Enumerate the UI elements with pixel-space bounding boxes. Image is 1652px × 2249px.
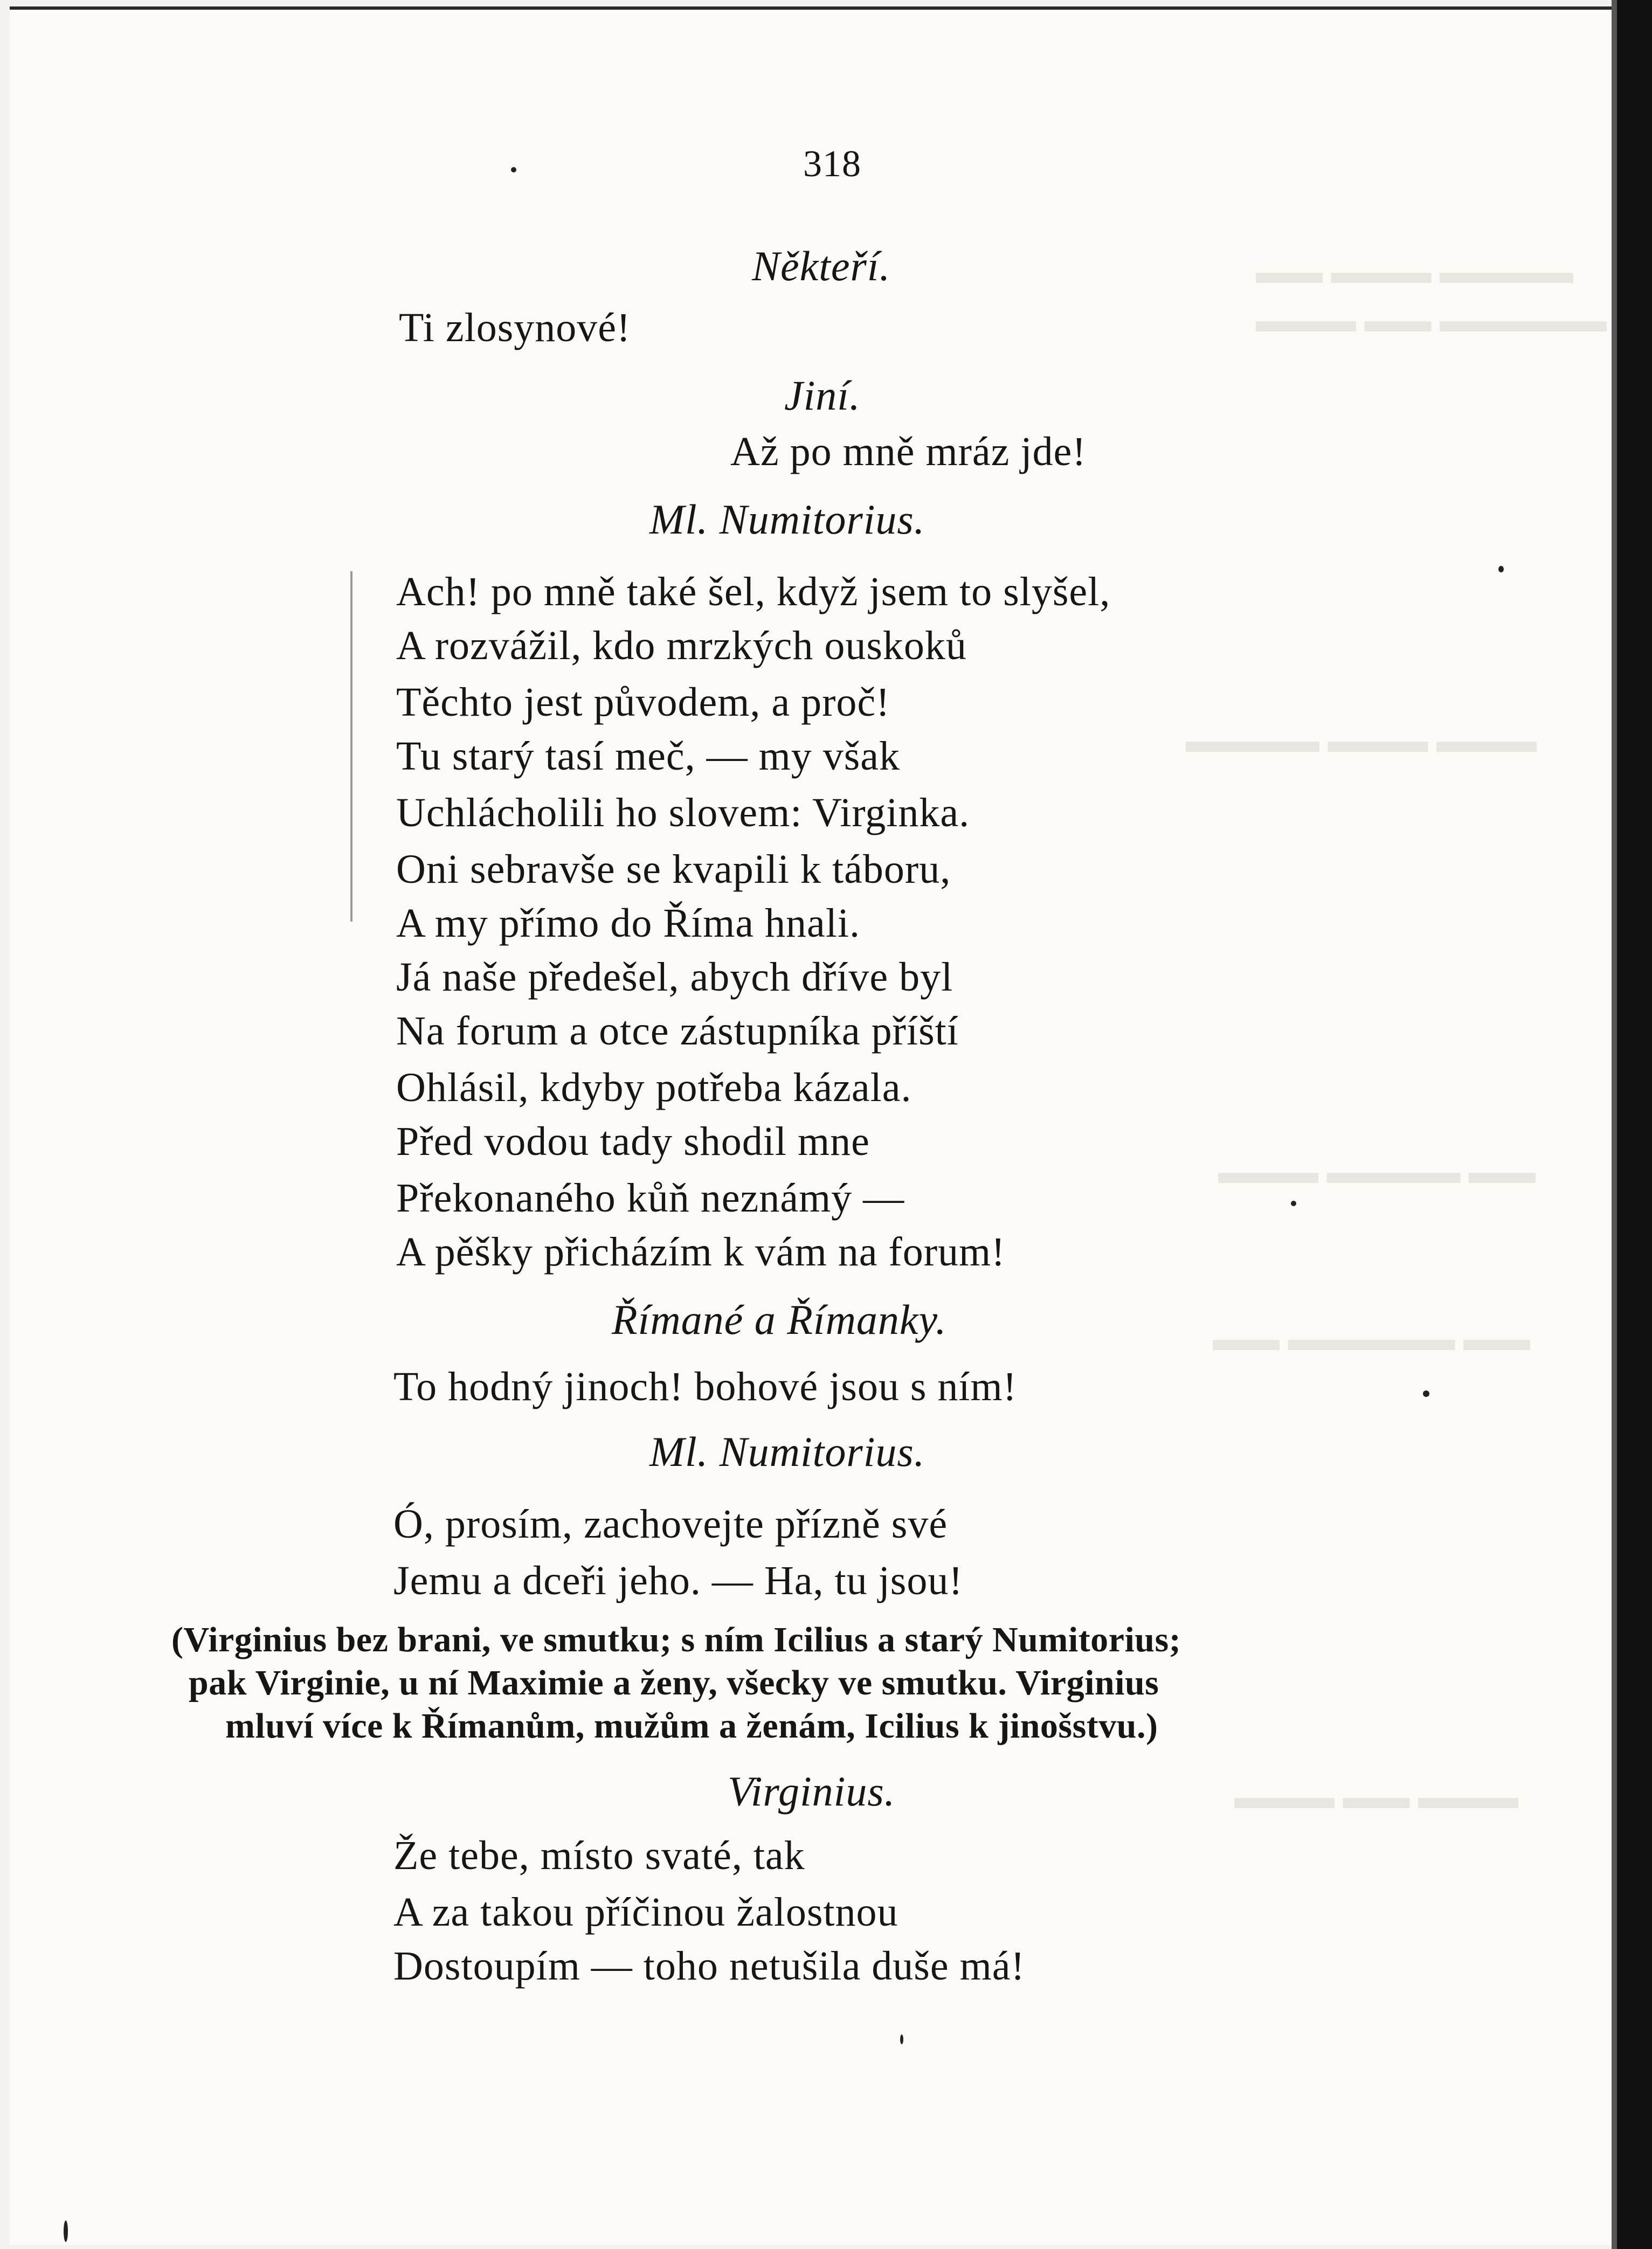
bleed-through-decoration: ▬▬▬ ▬▬ ▬▬▬ [1234, 1779, 1518, 1816]
speaker-heading: Jiní. [784, 372, 861, 419]
scan-speck [1498, 566, 1504, 572]
verse-line: Ó, prosím, zachovejte přízně své [393, 1501, 948, 1547]
verse-line: A rozvážil, kdo mrzkých ouskoků [396, 623, 967, 668]
stage-direction: pak Virginie, u ní Maximie a ženy, všecky ve smutku. Virginius [189, 1663, 1159, 1703]
bleed-through-decoration: ▬▬ ▬▬▬▬▬ ▬▬ [1213, 1321, 1530, 1358]
verse-line: To hodný jinoch! bohové jsou s ním! [393, 1364, 1017, 1409]
verse-line: Ti zlosynové! [399, 305, 631, 350]
page-number: 318 [803, 143, 861, 185]
book-edge-highlight [1612, 0, 1617, 2249]
verse-line: Těchto jest původem, a proč! [396, 680, 890, 725]
stage-direction: (Virginius bez brani, ve smutku; s ním Icilius a starý Numitorius; [171, 1620, 1181, 1659]
speaker-heading: Virginius. [728, 1768, 896, 1815]
verse-line: Před vodou tady shodil mne [396, 1119, 870, 1164]
verse-line: Ohlásil, kdyby potřeba kázala. [396, 1065, 912, 1110]
verse-line: Já naše předešel, abych dříve byl [396, 954, 953, 1000]
verse-line: Tu starý tasí meč, — my však [396, 733, 901, 779]
verse-line: A pěšky přicházím k vám na forum! [396, 1229, 1006, 1275]
scan-speck [64, 2220, 68, 2242]
verse-line: Oni sebravše se kvapili k táboru, [396, 847, 951, 892]
verse-line: Ach! po mně také šel, když jsem to slyšel, [396, 569, 1111, 614]
speaker-heading: Ml. Numitorius. [649, 496, 925, 543]
speaker-heading: Někteří. [752, 243, 891, 289]
verse-line: Že tebe, místo svaté, tak [393, 1833, 805, 1878]
verse-line: Až po mně mráz jde! [730, 429, 1087, 474]
bleed-through-decoration: ▬▬▬ ▬▬▬▬ ▬▬ [1218, 1154, 1536, 1191]
verse-line: Překonaného kůň neznámý — [396, 1175, 905, 1221]
margin-mark [350, 571, 352, 922]
verse-line: Jemu a dceři jeho. — Ha, tu jsou! [393, 1558, 963, 1603]
speaker-heading: Ml. Numitorius. [649, 1428, 925, 1475]
stage-direction: mluví více k Římanům, mužům a ženám, Icilius k jinošstvu.) [225, 1706, 1158, 1746]
verse-line: Na forum a otce zástupníka příští [396, 1008, 959, 1054]
scan-speck [1423, 1390, 1429, 1397]
scan-speck [900, 2035, 903, 2044]
scan-speck [511, 167, 516, 172]
bleed-through-decoration: ▬▬▬▬ ▬▬▬ ▬▬▬ [1186, 723, 1537, 759]
verse-line: A za takou příčinou žalostnou [393, 1890, 898, 1935]
verse-line: Uchlácholili ho slovem: Virginka. [396, 790, 970, 835]
speaker-heading: Římané a Římanky. [612, 1296, 947, 1343]
bleed-through-decoration: ▬▬ ▬▬▬ ▬▬▬▬ [1256, 254, 1573, 290]
verse-line: Dostoupím — toho netušila duše má! [393, 1943, 1025, 1989]
book-edge [1612, 0, 1652, 2249]
verse-line: A my přímo do Říma hnali. [396, 901, 860, 946]
scan-speck [1291, 1201, 1296, 1206]
bleed-through-decoration: ▬▬▬ ▬▬ ▬▬▬▬▬ [1256, 302, 1607, 339]
